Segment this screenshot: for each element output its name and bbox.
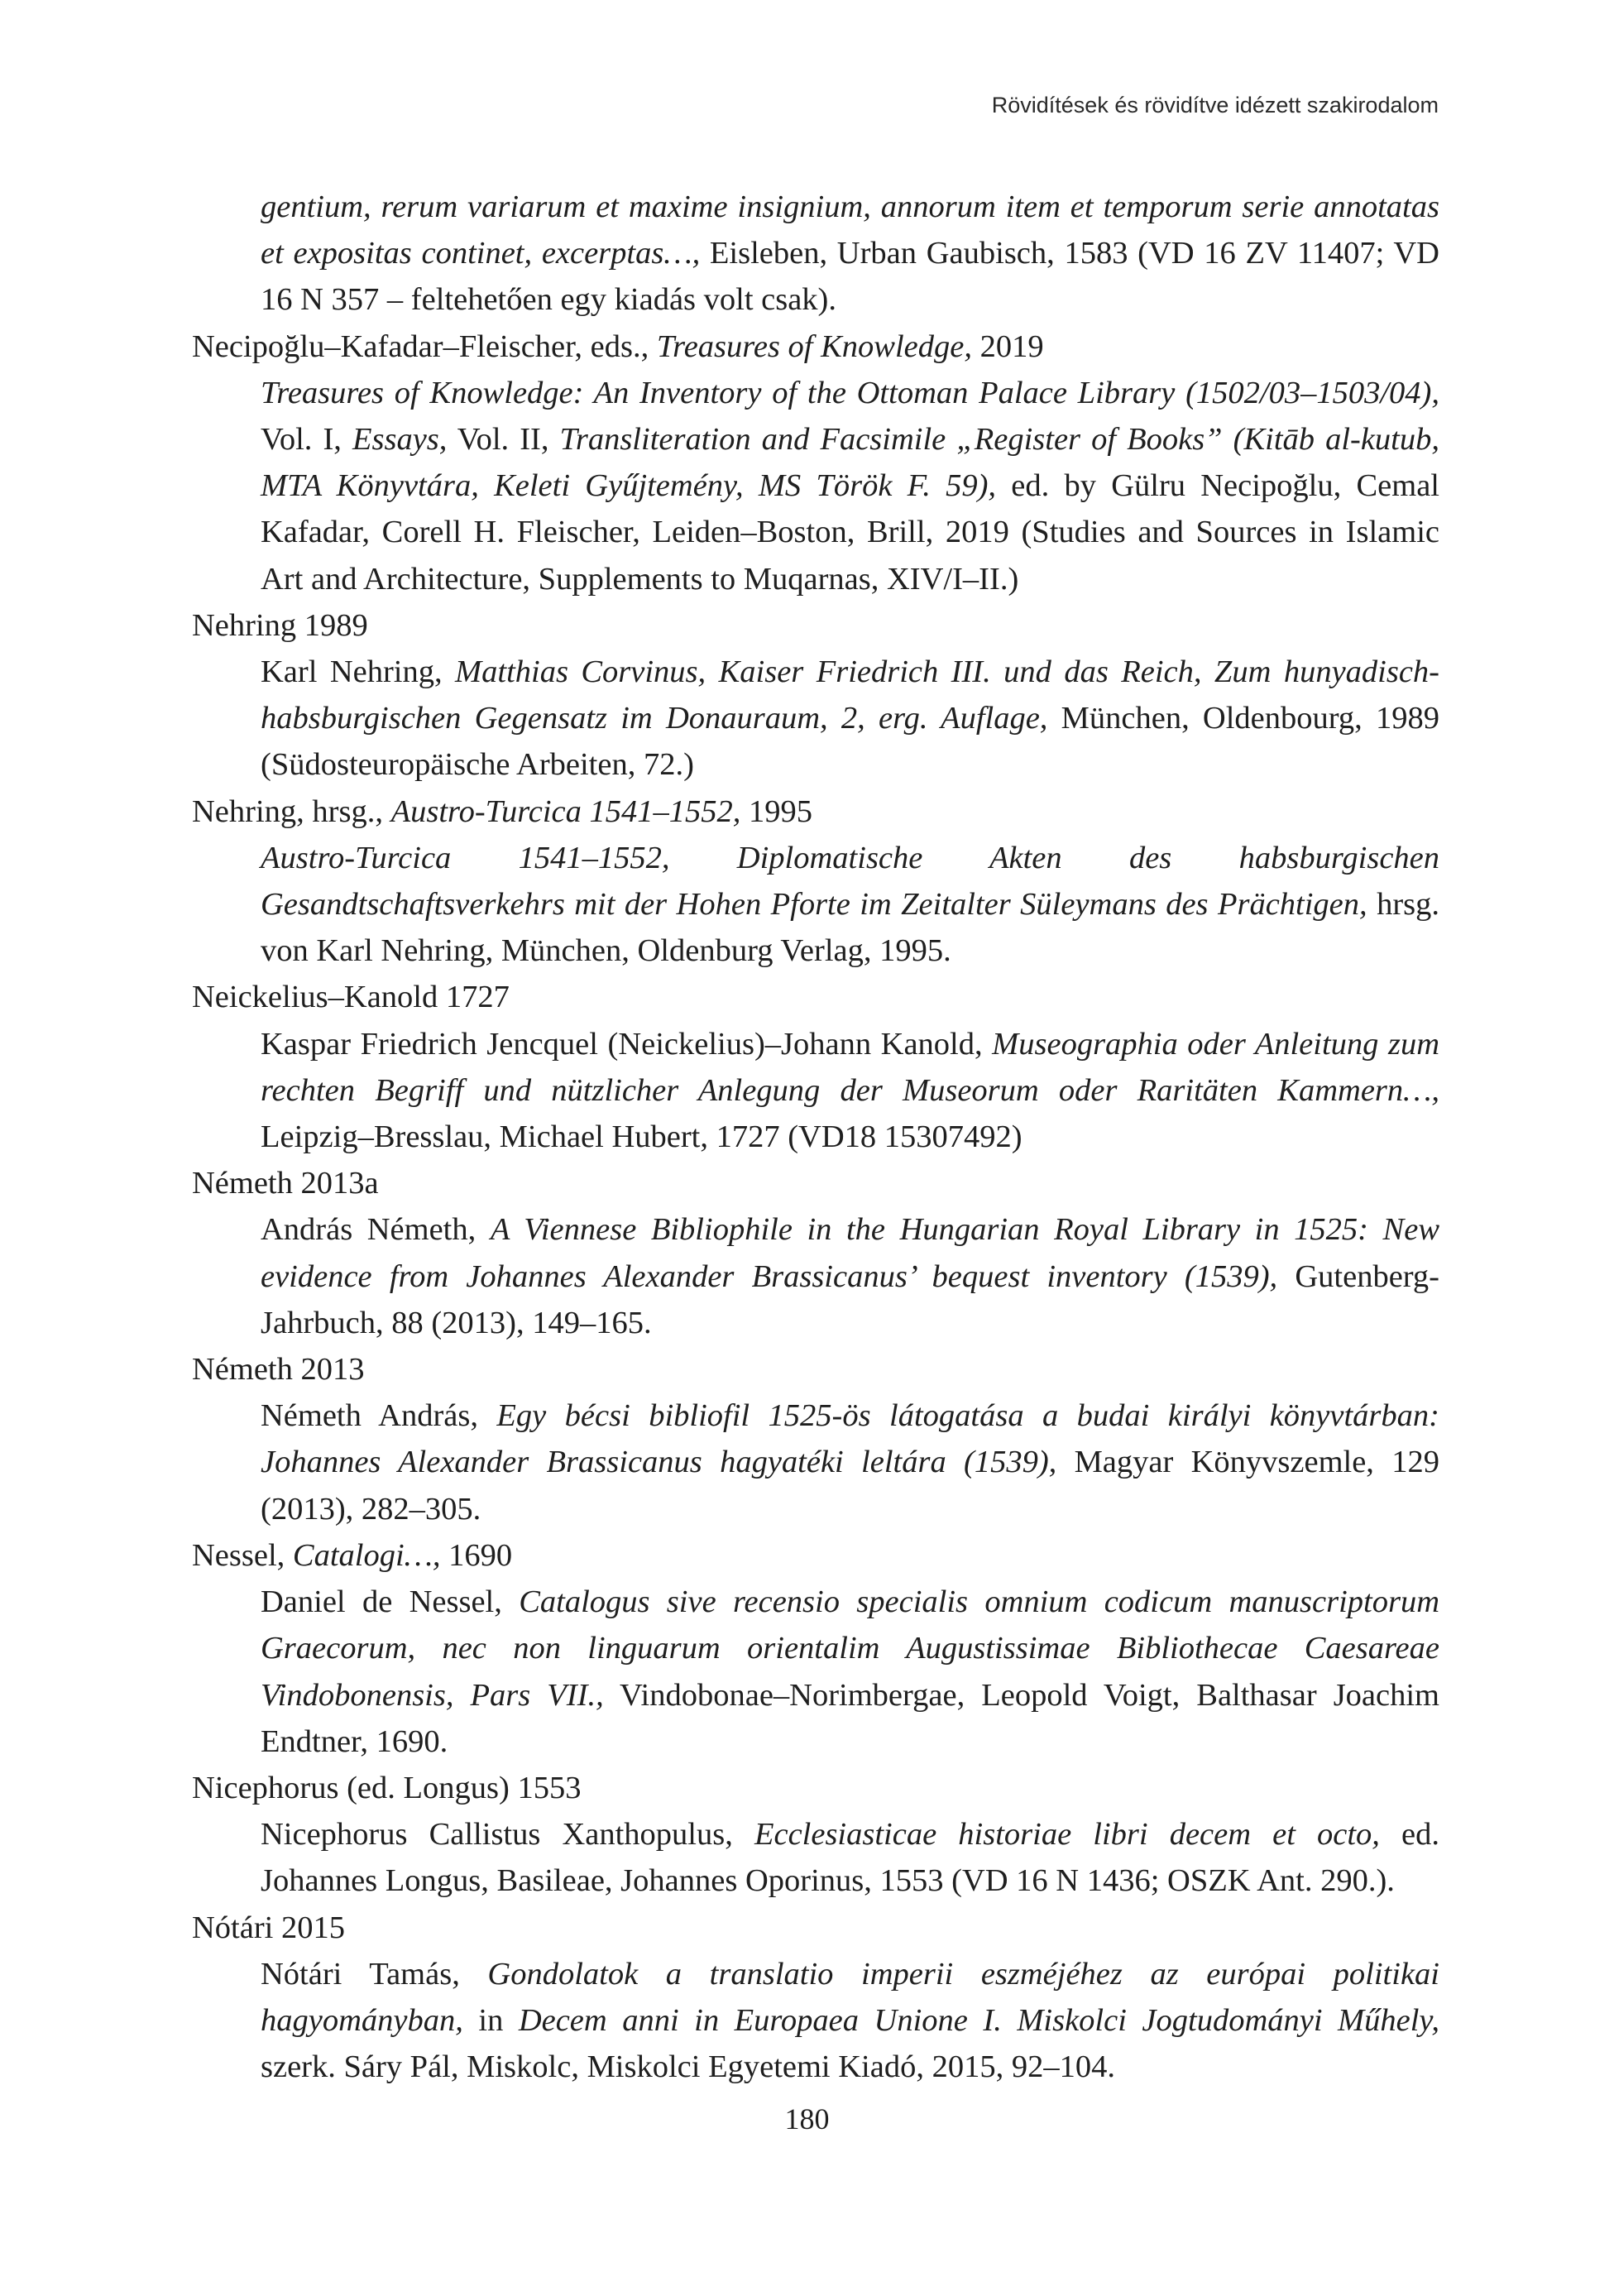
bibliography-entry (192, 974, 1439, 1160)
italic-title-text: Austro-Turcica 1541–1552, (390, 793, 741, 829)
citation-text: Németh 2013 (192, 1352, 365, 1388)
citation-text: Nótári 2015 (192, 1910, 345, 1945)
bibliography-entry (192, 1160, 1439, 1346)
entry-citation (261, 1811, 1439, 1904)
citation-text: Nehring 1989 (192, 607, 368, 643)
citation-text: Kaspar Friedrich Jencquel (Neickelius)–Johann Kanold, (261, 1026, 993, 1062)
citation-text: Magyar Könyvszemle, 129 (2013), 282–305. (261, 1445, 1439, 1527)
citation-text: Necipoğlu–Kafadar–Fleischer, eds., (192, 328, 657, 364)
citation-text: ed. Johannes Longus, Basileae, Johannes Oporinus, 1553 (VD 16 N 1436; OSZK Ant. 290.). (261, 1817, 1440, 1899)
citation-text: Nicephorus (ed. Longus) 1553 (192, 1770, 582, 1805)
citation-text: Vol. II, (447, 422, 560, 458)
entry-citation (261, 1021, 1439, 1161)
bibliography-entry (192, 1905, 1439, 2091)
citation-text: in (462, 2002, 519, 2038)
entry-heading (192, 1532, 1439, 1579)
entry-citation (261, 835, 1439, 975)
entry-citation (261, 1392, 1439, 1532)
entry-heading (192, 1765, 1439, 1811)
entry-citation (261, 370, 1439, 602)
entry-citation (261, 184, 1439, 324)
italic-title-text: Gondolatok a translatio imperii eszméjéhez az európai politikai hagyományban, (261, 1956, 1439, 2038)
bibliography-entry (192, 1346, 1439, 1532)
citation-text: Nicephorus Callistus Xanthopulus, (261, 1817, 754, 1853)
bibliography-entry (192, 1532, 1439, 1765)
citation-text: Vol. I, (261, 422, 352, 458)
bibliography-entry (192, 1765, 1439, 1905)
citation-text: München, Oldenbourg, 1989 (Südosteuropäische Arbeiten, 72.) (261, 701, 1439, 783)
bibliography-entry (192, 184, 1439, 324)
bibliography-entry (192, 324, 1439, 602)
entry-citation (261, 1206, 1439, 1346)
entry-heading (192, 974, 1439, 1020)
citation-text: Eisleben, Urban Gaubisch, 1583 (VD 16 ZV 11407; VD 16 N 357 – feltehetően egy kiadás volt csak). (261, 236, 1439, 318)
entry-heading (192, 602, 1439, 649)
citation-text: 2019 (971, 328, 1044, 364)
citation-text: Vindobonae–Norimbergae, Leopold Voigt, Balthasar Joachim Endtner, 1690. (261, 1677, 1440, 1759)
citation-text: András Németh, (261, 1212, 491, 1248)
citation-text: Gutenberg-Jahrbuch, 88 (2013), 149–165. (261, 1258, 1439, 1340)
italic-title-text: A Viennese Bibliophile in the Hungarian Royal Library in 1525: New evidence from Johannes Alexander Brassicanus’ bequest inventory (1539), (261, 1212, 1440, 1294)
citation-text: hrsg. von Karl Nehring, München, Oldenburg Verlag, 1995. (261, 887, 1439, 969)
citation-text: Leipzig–Bresslau, Michael Hubert, 1727 (VD18 15307492) (261, 1119, 1023, 1155)
citation-text: Nehring, hrsg., (192, 793, 391, 829)
italic-title-text: Treasures of Knowledge: An Inventory of the Ottoman Palace Library (1502/03–1503/04), (261, 375, 1439, 410)
italic-title-text: Catalogus sive recensio specialis omnium codicum manuscriptorum Graecorum, nec non linguarum orientalim Augustissimae Bibliothecae Caesareae Vindobonensis, Pars VII., (261, 1584, 1439, 1713)
citation-text: Nótári Tamás, (261, 1956, 488, 1992)
italic-title-text: Museographia oder Anleitung zum rechten Begriff und nützlicher Anlegung der Museorum oder Raritäten Kammern…, (261, 1026, 1439, 1108)
citation-text: Nessel, (192, 1537, 293, 1573)
italic-title-text: Ecclesiasticae historiae libri decem et octo, (754, 1817, 1380, 1853)
entry-heading (192, 1905, 1439, 1951)
citation-text: Németh 2013a (192, 1166, 379, 1201)
entry-citation (261, 649, 1439, 789)
italic-title-text: Decem anni in Europaea Unione I. Miskolci Jogtudományi Műhely, (518, 2002, 1439, 2038)
citation-text: 1690 (440, 1537, 513, 1573)
bibliography-entry (192, 602, 1439, 789)
citation-text: ed. by Gülru Necipoğlu, Cemal Kafadar, Corell H. Fleischer, Leiden–Boston, Brill, 2019 (Studies and Sources in Islamic Art and Architecture, Supplements to Muqarnas, XIV/I–II.) (261, 468, 1439, 597)
citation-text: Neickelius–Kanold 1727 (192, 980, 510, 1015)
running-header: Rövidítések és rövidítve idézett szakirodalom (991, 93, 1439, 117)
italic-title-text: Treasures of Knowledge, (656, 328, 972, 364)
bibliography-list (192, 184, 1439, 2090)
entry-heading (192, 1346, 1439, 1392)
entry-heading (192, 789, 1439, 835)
entry-citation (261, 1579, 1439, 1765)
bibliography-entry (192, 789, 1439, 975)
entry-citation (261, 1951, 1439, 2091)
italic-title-text: Catalogi…, (292, 1537, 441, 1573)
entry-heading (192, 324, 1439, 370)
entry-heading (192, 1160, 1439, 1206)
italic-title-text: Essays, (352, 422, 448, 458)
italic-title-text: gentium, rerum variarum et maxime insignium, annorum item et temporum serie annotatas et expositas continet, excerptas…, (261, 189, 1439, 271)
italic-title-text: Matthias Corvinus, Kaiser Friedrich III. und das Reich, Zum hunyadisch-habsburgischen Gegensatz im Donauraum, 2, erg. Auflage, (261, 654, 1439, 736)
citation-text: Karl Nehring, (261, 654, 456, 690)
italic-title-text: Austro-Turcica 1541–1552, Diplomatische Akten des habsburgischen Gesandtschaftsverkehrs mit der Hohen Pforte im Zeitalter Süleymans des Prächtigen, (261, 840, 1439, 923)
citation-text: Németh András, (261, 1398, 497, 1434)
citation-text: 1995 (740, 793, 813, 829)
italic-title-text: Egy bécsi bibliofil 1525-ös látogatása a budai királyi könyvtárban: Johannes Alexander Brassicanus hagyatéki leltára (1539), (261, 1398, 1439, 1480)
citation-text: szerk. Sáry Pál, Miskolc, Miskolci Egyetemi Kiadó, 2015, 92–104. (261, 2049, 1115, 2085)
italic-title-text: Transliteration and Facsimile „Register of Books” (Kitāb al-kutub, MTA Könyvtára, Keleti Gyűjtemény, MS Török F. 59), (261, 422, 1440, 504)
citation-text: Daniel de Nessel, (261, 1584, 520, 1620)
page-number: 180 (784, 2102, 830, 2135)
